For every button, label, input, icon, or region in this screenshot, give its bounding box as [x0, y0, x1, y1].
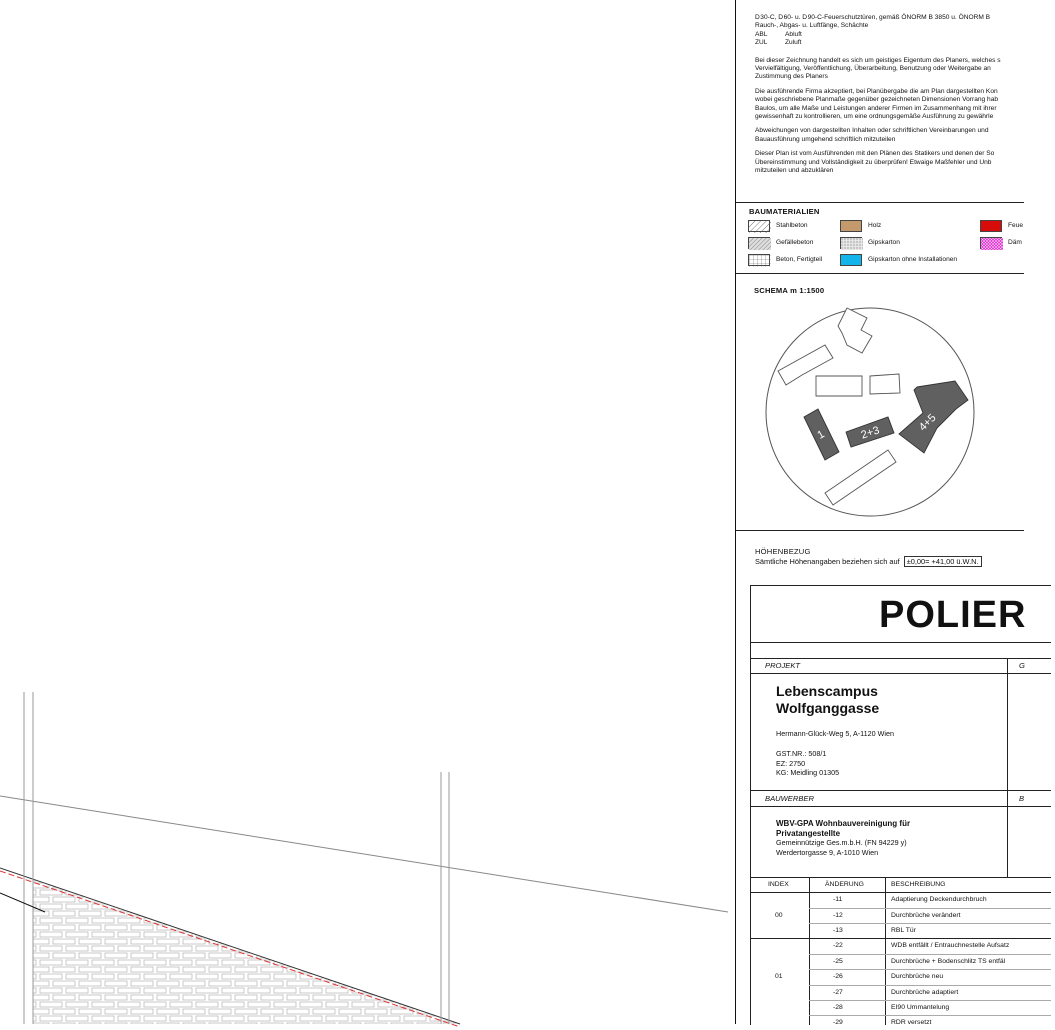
note-paragraph: Dieser Plan ist vom Ausführenden mit den Plänen des Statikers und denen der So Übereinstimmung und Vollständigkeit zu überprüfen! Etwaige Maßfehler und Unb mitzuteilen und abzuklären	[755, 150, 995, 175]
note-fire: D 30-C, D 60- u. D 90-C-Feuerschutztüren, gemäß ÖNORM B 3850 u. ÖNORM B	[755, 14, 991, 21]
height-reference	[755, 547, 982, 568]
height-reference-value: ±0,00= +41,00 ü.W.N.	[904, 556, 982, 567]
plan-status-stamp: POLIER	[879, 594, 1027, 636]
note-smoke: Rauch-, Abgas- u. Luftfänge, Schächte	[755, 22, 869, 30]
schema-title: SCHEMA m 1:1500	[754, 286, 825, 295]
abbr-row: ZUL Zuluft	[755, 39, 802, 47]
gipskarton-blue-swatch	[840, 254, 862, 266]
bauwerber-label: BAUWERBER	[765, 794, 814, 803]
revision-index: 01	[775, 973, 783, 980]
building-outline	[838, 308, 872, 353]
legend-item: Beton, Fertigteil	[748, 254, 822, 266]
legend-item: Gipskarton ohne Installationen	[840, 254, 957, 266]
general-notes	[755, 14, 1055, 182]
reference-line	[0, 796, 728, 912]
materials-title: BAUMATERIALIEN	[749, 207, 820, 216]
revision-index: 00	[775, 912, 783, 919]
right-col-label: G	[1019, 661, 1025, 670]
client-info: WBV-GPA Wohnbauvereinigung für Privatangestellte Gemeinnützige Ges.m.b.H. (FN 94229 y) Werdertorgasse 9, A-1010 Wien	[776, 819, 911, 857]
legend-item: Holz	[840, 220, 881, 232]
note-paragraph: Die ausführende Firma akzeptiert, bei Planübergabe die am Plan dargestellten Kon wobei geschriebene Planmaße gegenüber gezeichneten Dimensionen Vorrang hab Baulos, um alle Maße und Leistungen anderer Firmen im Zusammenhang mit ihrer gewissenhaft zu kontrollieren, um eine ordnungsgemäße Ausführung zu gewährle	[755, 87, 999, 121]
project-name: Lebenscampus Wolfganggasse	[776, 683, 880, 716]
gipskarton-swatch	[840, 237, 862, 249]
legend-item: Feue	[980, 220, 1023, 232]
revision-header: INDEX ÄNDERUNG BESCHREIBUNG	[768, 881, 946, 888]
legend-item: Gipskarton	[840, 237, 900, 249]
note-paragraph: Bei dieser Zeichnung handelt es sich um geistiges Eigentum des Planers, welches s Vervielfältigung, Veröffentlichung, Überarbeitung, Benutzung oder Weitergabe an Zustimmung des Planers	[755, 56, 1001, 81]
revision-table: INDEX ÄNDERUNG BESCHREIBUNG -11 Adaptierung Deckendurchbruch -12 Durchbrüche verändert -13 RBL Tür 00 -22 WDB entfällt / Entrauchnestelle Aufsatz -25 Durchbrüche + Bodenschlitz TS entfäl -26 Durchbrüche neu -27 Durchbrüche adaptiert -28 EI90 Ummantelung -29 RDR versetzt 01	[751, 877, 1051, 1025]
title-block	[750, 585, 1051, 1025]
building-outline	[825, 450, 896, 505]
building-outline	[816, 376, 862, 396]
gefaellebeton-swatch	[748, 237, 770, 249]
building-label: 1	[815, 428, 827, 442]
note-paragraph: Abweichungen von dargestellten Inhalten oder schriftlichen Vereinbarungen und Bauausführung umgehend schriftlich mitzuteilen	[755, 127, 989, 143]
right-col-label: B	[1019, 794, 1025, 803]
building-label: 2+3	[859, 424, 882, 442]
holz-swatch	[840, 220, 862, 232]
daemmung-swatch	[980, 237, 1002, 249]
height-reference-title: HÖHENBEZUG	[755, 547, 811, 556]
info-panel	[736, 0, 1027, 1026]
project-parcel: GST.NR.: 508/1 EZ: 2750 KG: Meidling 01305	[776, 749, 840, 778]
height-reference-text: Sämtliche Höhenangaben beziehen sich auf	[755, 557, 900, 566]
stahlbeton-swatch	[748, 220, 770, 232]
legend-item: Däm	[980, 237, 1022, 249]
abbr-row: ABL Abluft	[755, 30, 802, 38]
legend-item: Gefällebeton	[748, 237, 813, 249]
project-address: Hermann-Glück-Weg 5, A-1120 Wien	[776, 729, 894, 738]
legend-item: Stahlbeton	[748, 220, 808, 232]
building-label: 4+5	[916, 411, 939, 434]
fertigteil-swatch	[748, 254, 770, 266]
projekt-label: PROJEKT	[765, 661, 801, 670]
site-schema	[736, 295, 1024, 525]
feuer-swatch	[980, 220, 1002, 232]
building-outline	[870, 374, 900, 394]
